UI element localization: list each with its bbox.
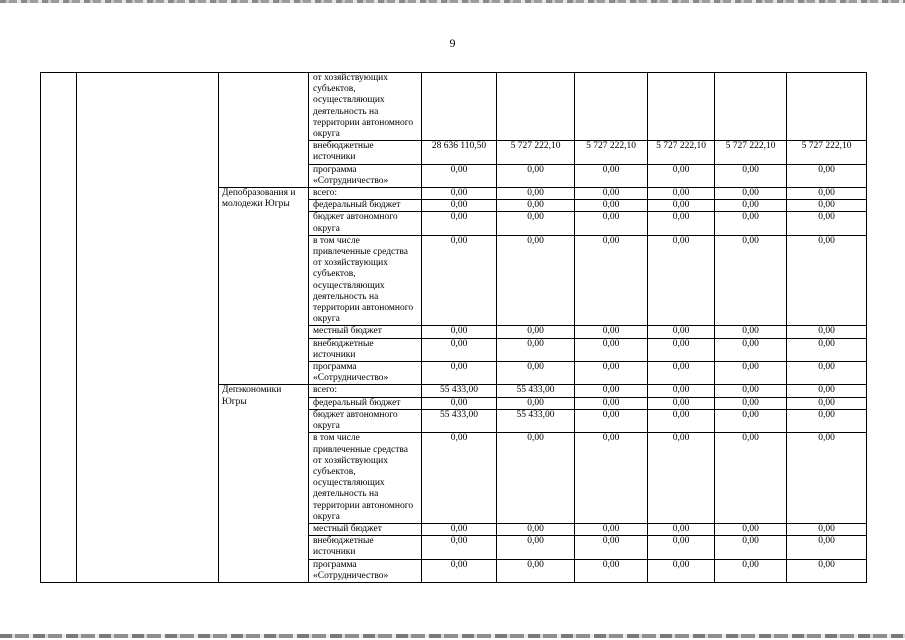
amount-cell: 0,00 [715,536,787,559]
funding-source-label: всего: [309,385,422,397]
funding-source-label: программа «Сотрудничество» [309,362,422,385]
amount-cell: 0,00 [422,326,497,338]
amount-cell: 0,00 [648,433,715,524]
amount-cell: 0,00 [422,559,497,582]
amount-cell: 0,00 [648,559,715,582]
funding-source-label: внебюджетные источники [309,338,422,361]
amount-cell: 0,00 [787,188,867,200]
amount-cell: 0,00 [497,523,575,535]
amount-cell: 0,00 [715,433,787,524]
amount-cell: 0,00 [575,433,648,524]
amount-cell: 0,00 [715,200,787,212]
amount-cell: 0,00 [575,200,648,212]
amount-cell: 0,00 [575,409,648,432]
amount-cell: 0,00 [787,338,867,361]
amount-cell: 0,00 [575,235,648,326]
amount-cell: 0,00 [715,326,787,338]
funding-source-label: в том числе привлеченные средства от хозяйствующих субъектов, осуществляющих деятельность на территории автономного округа [309,235,422,326]
amount-cell: 0,00 [787,362,867,385]
amount-cell: 0,00 [787,397,867,409]
funding-source-label: федеральный бюджет [309,200,422,212]
amount-cell: 0,00 [787,433,867,524]
amount-cell: 0,00 [497,164,575,187]
scan-edge-top [0,0,905,3]
executor-cell [219,73,309,188]
amount-cell: 0,00 [787,536,867,559]
amount-cell: 0,00 [575,523,648,535]
amount-cell: 5 727 222,10 [648,141,715,164]
amount-cell: 0,00 [648,212,715,235]
amount-cell: 0,00 [648,235,715,326]
amount-cell: 0,00 [422,212,497,235]
amount-cell: 0,00 [497,326,575,338]
amount-cell [497,73,575,141]
table-row [41,73,867,141]
funding-source-label: программа «Сотрудничество» [309,559,422,582]
amount-cell: 0,00 [497,397,575,409]
amount-cell: 0,00 [715,235,787,326]
amount-cell: 0,00 [422,433,497,524]
amount-cell: 0,00 [422,338,497,361]
amount-cell: 5 727 222,10 [715,141,787,164]
amount-cell: 0,00 [575,212,648,235]
amount-cell: 0,00 [715,212,787,235]
budget-table [40,72,867,583]
amount-cell: 0,00 [497,433,575,524]
amount-cell: 0,00 [787,200,867,212]
amount-cell: 0,00 [715,523,787,535]
amount-cell: 55 433,00 [422,385,497,397]
amount-cell: 0,00 [422,188,497,200]
amount-cell: 0,00 [787,409,867,432]
amount-cell: 0,00 [497,188,575,200]
amount-cell: 0,00 [715,188,787,200]
amount-cell [422,73,497,141]
amount-cell: 0,00 [715,362,787,385]
amount-cell: 0,00 [787,164,867,187]
amount-cell: 0,00 [575,164,648,187]
amount-cell [575,73,648,141]
amount-cell: 0,00 [422,164,497,187]
amount-cell: 0,00 [648,536,715,559]
amount-cell: 5 727 222,10 [787,141,867,164]
amount-cell: 55 433,00 [497,385,575,397]
funding-source-label: внебюджетные источники [309,141,422,164]
funding-source-label: всего: [309,188,422,200]
amount-cell: 0,00 [787,326,867,338]
amount-cell: 0,00 [648,200,715,212]
amount-cell: 0,00 [497,362,575,385]
amount-cell: 0,00 [422,536,497,559]
amount-cell: 0,00 [575,536,648,559]
amount-cell: 0,00 [787,559,867,582]
executor-cell: Депэкономики Югры [219,385,309,582]
amount-cell: 55 433,00 [497,409,575,432]
funding-source-label: внебюджетные источники [309,536,422,559]
amount-cell [787,73,867,141]
amount-cell: 0,00 [648,523,715,535]
amount-cell: 0,00 [422,362,497,385]
amount-cell: 0,00 [497,536,575,559]
amount-cell: 0,00 [715,397,787,409]
amount-cell: 0,00 [715,409,787,432]
amount-cell: 0,00 [715,338,787,361]
scan-edge-bottom [0,634,905,638]
amount-cell: 0,00 [787,212,867,235]
amount-cell: 0,00 [648,338,715,361]
amount-cell: 0,00 [648,397,715,409]
amount-cell: 0,00 [648,188,715,200]
amount-cell: 0,00 [422,523,497,535]
activity-column-cell [77,73,219,583]
amount-cell [715,73,787,141]
amount-cell: 0,00 [497,338,575,361]
amount-cell: 0,00 [648,164,715,187]
amount-cell: 0,00 [422,235,497,326]
page-number: 9 [449,36,456,50]
funding-source-label: от хозяйствующих субъектов, осуществляющих деятельность на территории автономного округа [309,73,422,141]
amount-cell: 0,00 [575,326,648,338]
amount-cell: 5 727 222,10 [497,141,575,164]
amount-cell: 0,00 [497,212,575,235]
amount-cell: 0,00 [648,362,715,385]
amount-cell: 0,00 [497,235,575,326]
amount-cell: 0,00 [497,200,575,212]
funding-source-label: бюджет автономного округа [309,409,422,432]
funding-source-label: местный бюджет [309,326,422,338]
amount-cell: 0,00 [422,200,497,212]
amount-cell: 0,00 [575,397,648,409]
amount-cell: 0,00 [575,188,648,200]
funding-source-label: местный бюджет [309,523,422,535]
amount-cell: 0,00 [648,409,715,432]
funding-source-label: бюджет автономного округа [309,212,422,235]
amount-cell: 0,00 [715,559,787,582]
amount-cell: 55 433,00 [422,409,497,432]
funding-source-label: в том числе привлеченные средства от хозяйствующих субъектов, осуществляющих деятельность на территории автономного округа [309,433,422,524]
number-column-cell [41,73,77,583]
amount-cell: 0,00 [575,385,648,397]
amount-cell [648,73,715,141]
amount-cell: 0,00 [575,559,648,582]
amount-cell: 0,00 [422,397,497,409]
amount-cell: 0,00 [787,235,867,326]
amount-cell: 0,00 [497,559,575,582]
amount-cell: 28 636 110,50 [422,141,497,164]
amount-cell: 0,00 [648,326,715,338]
amount-cell: 0,00 [787,523,867,535]
funding-source-label: программа «Сотрудничество» [309,164,422,187]
funding-source-label: федеральный бюджет [309,397,422,409]
amount-cell: 0,00 [575,338,648,361]
amount-cell: 5 727 222,10 [575,141,648,164]
executor-cell: Депобразования и молодежи Югры [219,188,309,385]
amount-cell: 0,00 [787,385,867,397]
amount-cell: 0,00 [715,164,787,187]
amount-cell: 0,00 [575,362,648,385]
amount-cell: 0,00 [715,385,787,397]
amount-cell: 0,00 [648,385,715,397]
